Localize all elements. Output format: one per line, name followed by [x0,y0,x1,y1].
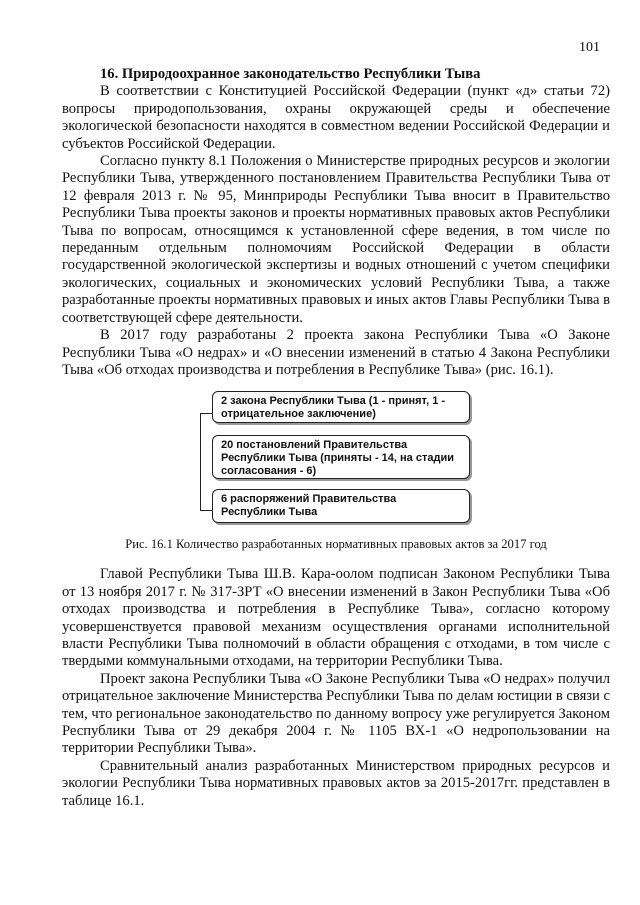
page-number: 101 [579,40,600,55]
section-title: 16. Природоохранное законодательство Республики Тыва [100,66,481,82]
diagram-box-laws: 2 закона Республики Тыва (1 - принят, 1 - отрицательное заключение) [212,391,470,423]
paragraph: Главой Республики Тыва Ш.В. Кара-оолом подписан Законом Республики Тыва от 13 ноября 2017 г. № 317-ЗРТ «О внесении изменений в Закон Республики Тыва «Об отходах производства и потребления в Республике Тыва», согласно которому усовершенствуется правовой механизм осуществления органами исполнительной власти Республики Тыва полномочий в области обращения с отходами, в том числе с твердыми коммунальными отходами, на территории Республики Тыва. [62,566,610,670]
paragraph: Сравнительный анализ разработанных Министерством природных ресурсов и экологии Республики Тыва нормативных правовых актов за 2015-2017гг. представлен в таблице 16.1. [62,757,610,809]
diagram-box-resolutions: 20 постановлений Правительства Республики Тыва (приняты - 14, на стадии согласования - 6) [212,435,470,479]
page-content [62,66,610,810]
paragraph: Проект закона Республики Тыва «О Законе Республики Тыва «О недрах» получил отрицательное заключение Министерства Республики Тыва по делам юстиции в связи с тем, что региональное законодательство по данному вопросу уже регулируется Законом Республики Тыва от 29 декабря 2004 г. № 1105 ВХ-1 «О недропользовании на территории Республики Тыва». [62,670,610,757]
paragraph: В соответствии с Конституцией Российской Федерации (пункт «д» статьи 72) вопросы природопользования, охраны окружающей среды и обеспечение экологической безопасности находятся в совместном ведении Российской Федерации и субъектов Российской Федерации. [62,83,610,152]
figure-diagram [62,391,610,526]
paragraph: В 2017 году разработаны 2 проекта закона Республики Тыва «О Законе Республики Тыва «О недрах» и «О внесении изменений в статью 4 Закона Республики Тыва «Об отходах производства и потребления в Республике Тыва» (рис. 16.1). [62,327,610,378]
figure-caption: Рис. 16.1 Количество разработанных нормативных правовых актов за 2017 год [125,537,547,552]
paragraph: Согласно пункту 8.1 Положения о Министерстве природных ресурсов и экологии Республики Тыва, утвержденного постановлением Правительства Республики Тыва от 12 февраля 2013 г. № 95, Минприроды Республики Тыва вносит в Правительство Республики Тыва проекты законов и проекты нормативных правовых актов Республики Тыва по вопросам, относящимся к установленной сфере ведения, в том числе по переданным отдельным полномочиям Российской Федерации в области государственной экологической экспертизы и водных отношений с учетом специфики экологических, социальных и экономических условий Республики Тыва, а также разработанные проекты нормативных правовых и иных актов Главы Республики Тыва в соответствующей сфере деятельности. [62,153,610,326]
diagram-box-orders: 6 распоряжений Правительства Республики Тыва [212,489,470,523]
